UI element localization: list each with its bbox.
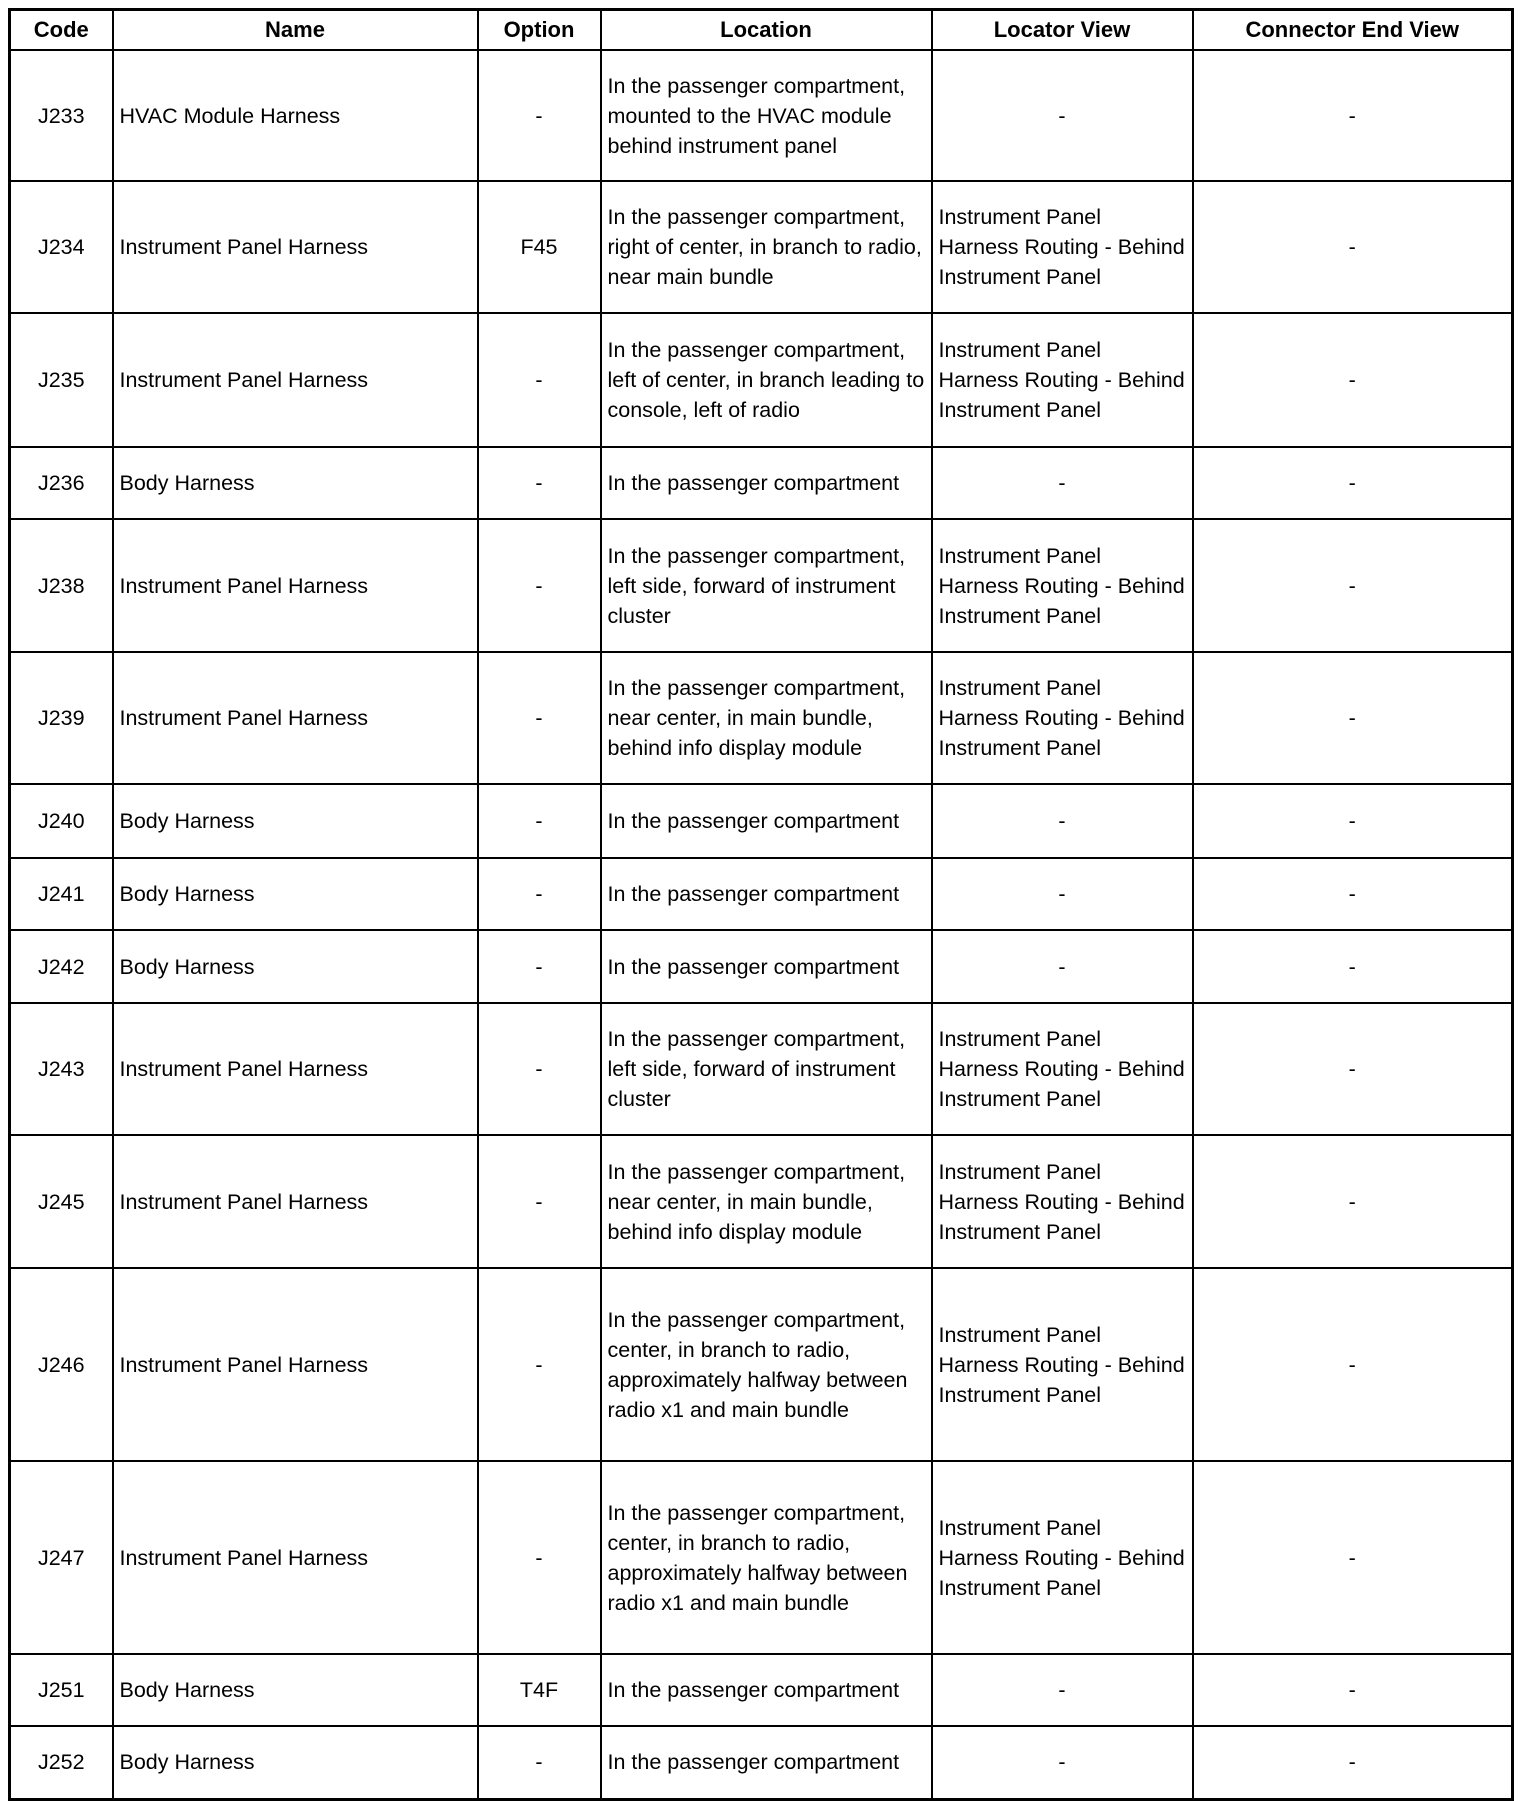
- table-row: [10, 447, 1513, 519]
- cell-name: HVAC Module Harness: [113, 50, 478, 181]
- cell-code: J233: [10, 50, 113, 181]
- header-option: Option: [478, 10, 601, 51]
- connector-table: [8, 8, 1514, 1801]
- cell-locator-view: Instrument Panel Harness Routing - Behind Instrument Panel: [932, 1135, 1193, 1268]
- cell-location: In the passenger compartment, mounted to the HVAC module behind instrument panel: [601, 50, 932, 181]
- cell-name: Body Harness: [113, 858, 478, 930]
- table-row: [10, 1654, 1513, 1726]
- cell-option: -: [478, 519, 601, 652]
- cell-option: T4F: [478, 1654, 601, 1726]
- cell-code: J236: [10, 447, 113, 519]
- cell-connector-end-view: -: [1193, 447, 1513, 519]
- cell-locator-view: Instrument Panel Harness Routing - Behind Instrument Panel: [932, 1268, 1193, 1461]
- table-row: [10, 1003, 1513, 1135]
- cell-code: J235: [10, 313, 113, 447]
- cell-code: J238: [10, 519, 113, 652]
- header-code: Code: [10, 10, 113, 51]
- cell-option: -: [478, 784, 601, 858]
- cell-code: J247: [10, 1461, 113, 1654]
- cell-code: J246: [10, 1268, 113, 1461]
- cell-option: -: [478, 1268, 601, 1461]
- cell-connector-end-view: -: [1193, 313, 1513, 447]
- cell-code: J251: [10, 1654, 113, 1726]
- cell-option: -: [478, 50, 601, 181]
- cell-locator-view: Instrument Panel Harness Routing - Behind Instrument Panel: [932, 519, 1193, 652]
- cell-code: J241: [10, 858, 113, 930]
- cell-name: Instrument Panel Harness: [113, 1268, 478, 1461]
- cell-connector-end-view: -: [1193, 1726, 1513, 1799]
- cell-location: In the passenger compartment, right of center, in branch to radio, near main bundle: [601, 181, 932, 313]
- cell-option: -: [478, 313, 601, 447]
- table-row: [10, 1461, 1513, 1654]
- table-row: [10, 313, 1513, 447]
- cell-connector-end-view: -: [1193, 1003, 1513, 1135]
- header-location: Location: [601, 10, 932, 51]
- cell-connector-end-view: -: [1193, 519, 1513, 652]
- cell-location: In the passenger compartment, center, in branch to radio, approximately halfway between radio x1 and main bundle: [601, 1268, 932, 1461]
- header-name: Name: [113, 10, 478, 51]
- cell-name: Instrument Panel Harness: [113, 181, 478, 313]
- cell-location: In the passenger compartment, near center, in main bundle, behind info display module: [601, 652, 932, 784]
- cell-option: -: [478, 447, 601, 519]
- cell-code: J239: [10, 652, 113, 784]
- cell-location: In the passenger compartment, near center, in main bundle, behind info display module: [601, 1135, 932, 1268]
- header-connector-end-view: Connector End View: [1193, 10, 1513, 51]
- cell-locator-view: -: [932, 447, 1193, 519]
- cell-location: In the passenger compartment: [601, 930, 932, 1003]
- cell-code: J243: [10, 1003, 113, 1135]
- table-row: [10, 1726, 1513, 1799]
- cell-location: In the passenger compartment, left side, forward of instrument cluster: [601, 1003, 932, 1135]
- cell-connector-end-view: -: [1193, 1135, 1513, 1268]
- cell-option: F45: [478, 181, 601, 313]
- cell-locator-view: -: [932, 1726, 1193, 1799]
- table-row: [10, 652, 1513, 784]
- cell-option: -: [478, 1003, 601, 1135]
- cell-locator-view: -: [932, 858, 1193, 930]
- cell-option: -: [478, 652, 601, 784]
- cell-locator-view: Instrument Panel Harness Routing - Behind Instrument Panel: [932, 181, 1193, 313]
- cell-locator-view: Instrument Panel Harness Routing - Behind Instrument Panel: [932, 1003, 1193, 1135]
- cell-name: Body Harness: [113, 1726, 478, 1799]
- cell-connector-end-view: -: [1193, 652, 1513, 784]
- cell-name: Instrument Panel Harness: [113, 652, 478, 784]
- cell-name: Instrument Panel Harness: [113, 313, 478, 447]
- cell-code: J245: [10, 1135, 113, 1268]
- cell-code: J240: [10, 784, 113, 858]
- cell-connector-end-view: -: [1193, 1268, 1513, 1461]
- cell-option: -: [478, 1726, 601, 1799]
- cell-location: In the passenger compartment, left side, forward of instrument cluster: [601, 519, 932, 652]
- cell-option: -: [478, 1461, 601, 1654]
- cell-option: -: [478, 1135, 601, 1268]
- table-row: [10, 50, 1513, 181]
- cell-locator-view: -: [932, 784, 1193, 858]
- table-row: [10, 519, 1513, 652]
- cell-option: -: [478, 930, 601, 1003]
- cell-name: Body Harness: [113, 784, 478, 858]
- cell-locator-view: Instrument Panel Harness Routing - Behind Instrument Panel: [932, 1461, 1193, 1654]
- cell-location: In the passenger compartment: [601, 1726, 932, 1799]
- header-row: [10, 10, 1513, 51]
- cell-name: Body Harness: [113, 930, 478, 1003]
- cell-location: In the passenger compartment, left of center, in branch leading to console, left of radio: [601, 313, 932, 447]
- cell-code: J234: [10, 181, 113, 313]
- table-row: [10, 784, 1513, 858]
- cell-connector-end-view: -: [1193, 1654, 1513, 1726]
- cell-code: J242: [10, 930, 113, 1003]
- cell-location: In the passenger compartment: [601, 784, 932, 858]
- cell-connector-end-view: -: [1193, 50, 1513, 181]
- table-row: [10, 1268, 1513, 1461]
- cell-name: Instrument Panel Harness: [113, 1135, 478, 1268]
- cell-code: J252: [10, 1726, 113, 1799]
- cell-locator-view: -: [932, 50, 1193, 181]
- cell-name: Body Harness: [113, 1654, 478, 1726]
- cell-locator-view: -: [932, 1654, 1193, 1726]
- cell-location: In the passenger compartment: [601, 447, 932, 519]
- cell-locator-view: Instrument Panel Harness Routing - Behind Instrument Panel: [932, 652, 1193, 784]
- cell-connector-end-view: -: [1193, 930, 1513, 1003]
- cell-connector-end-view: -: [1193, 784, 1513, 858]
- cell-connector-end-view: -: [1193, 858, 1513, 930]
- cell-locator-view: -: [932, 930, 1193, 1003]
- cell-name: Instrument Panel Harness: [113, 519, 478, 652]
- cell-name: Instrument Panel Harness: [113, 1003, 478, 1135]
- table-row: [10, 1135, 1513, 1268]
- header-locator-view: Locator View: [932, 10, 1193, 51]
- cell-name: Instrument Panel Harness: [113, 1461, 478, 1654]
- table-row: [10, 181, 1513, 313]
- cell-connector-end-view: -: [1193, 181, 1513, 313]
- table-row: [10, 858, 1513, 930]
- cell-locator-view: Instrument Panel Harness Routing - Behind Instrument Panel: [932, 313, 1193, 447]
- cell-connector-end-view: -: [1193, 1461, 1513, 1654]
- cell-location: In the passenger compartment: [601, 1654, 932, 1726]
- cell-location: In the passenger compartment, center, in branch to radio, approximately halfway between radio x1 and main bundle: [601, 1461, 932, 1654]
- cell-location: In the passenger compartment: [601, 858, 932, 930]
- table-row: [10, 930, 1513, 1003]
- cell-name: Body Harness: [113, 447, 478, 519]
- cell-option: -: [478, 858, 601, 930]
